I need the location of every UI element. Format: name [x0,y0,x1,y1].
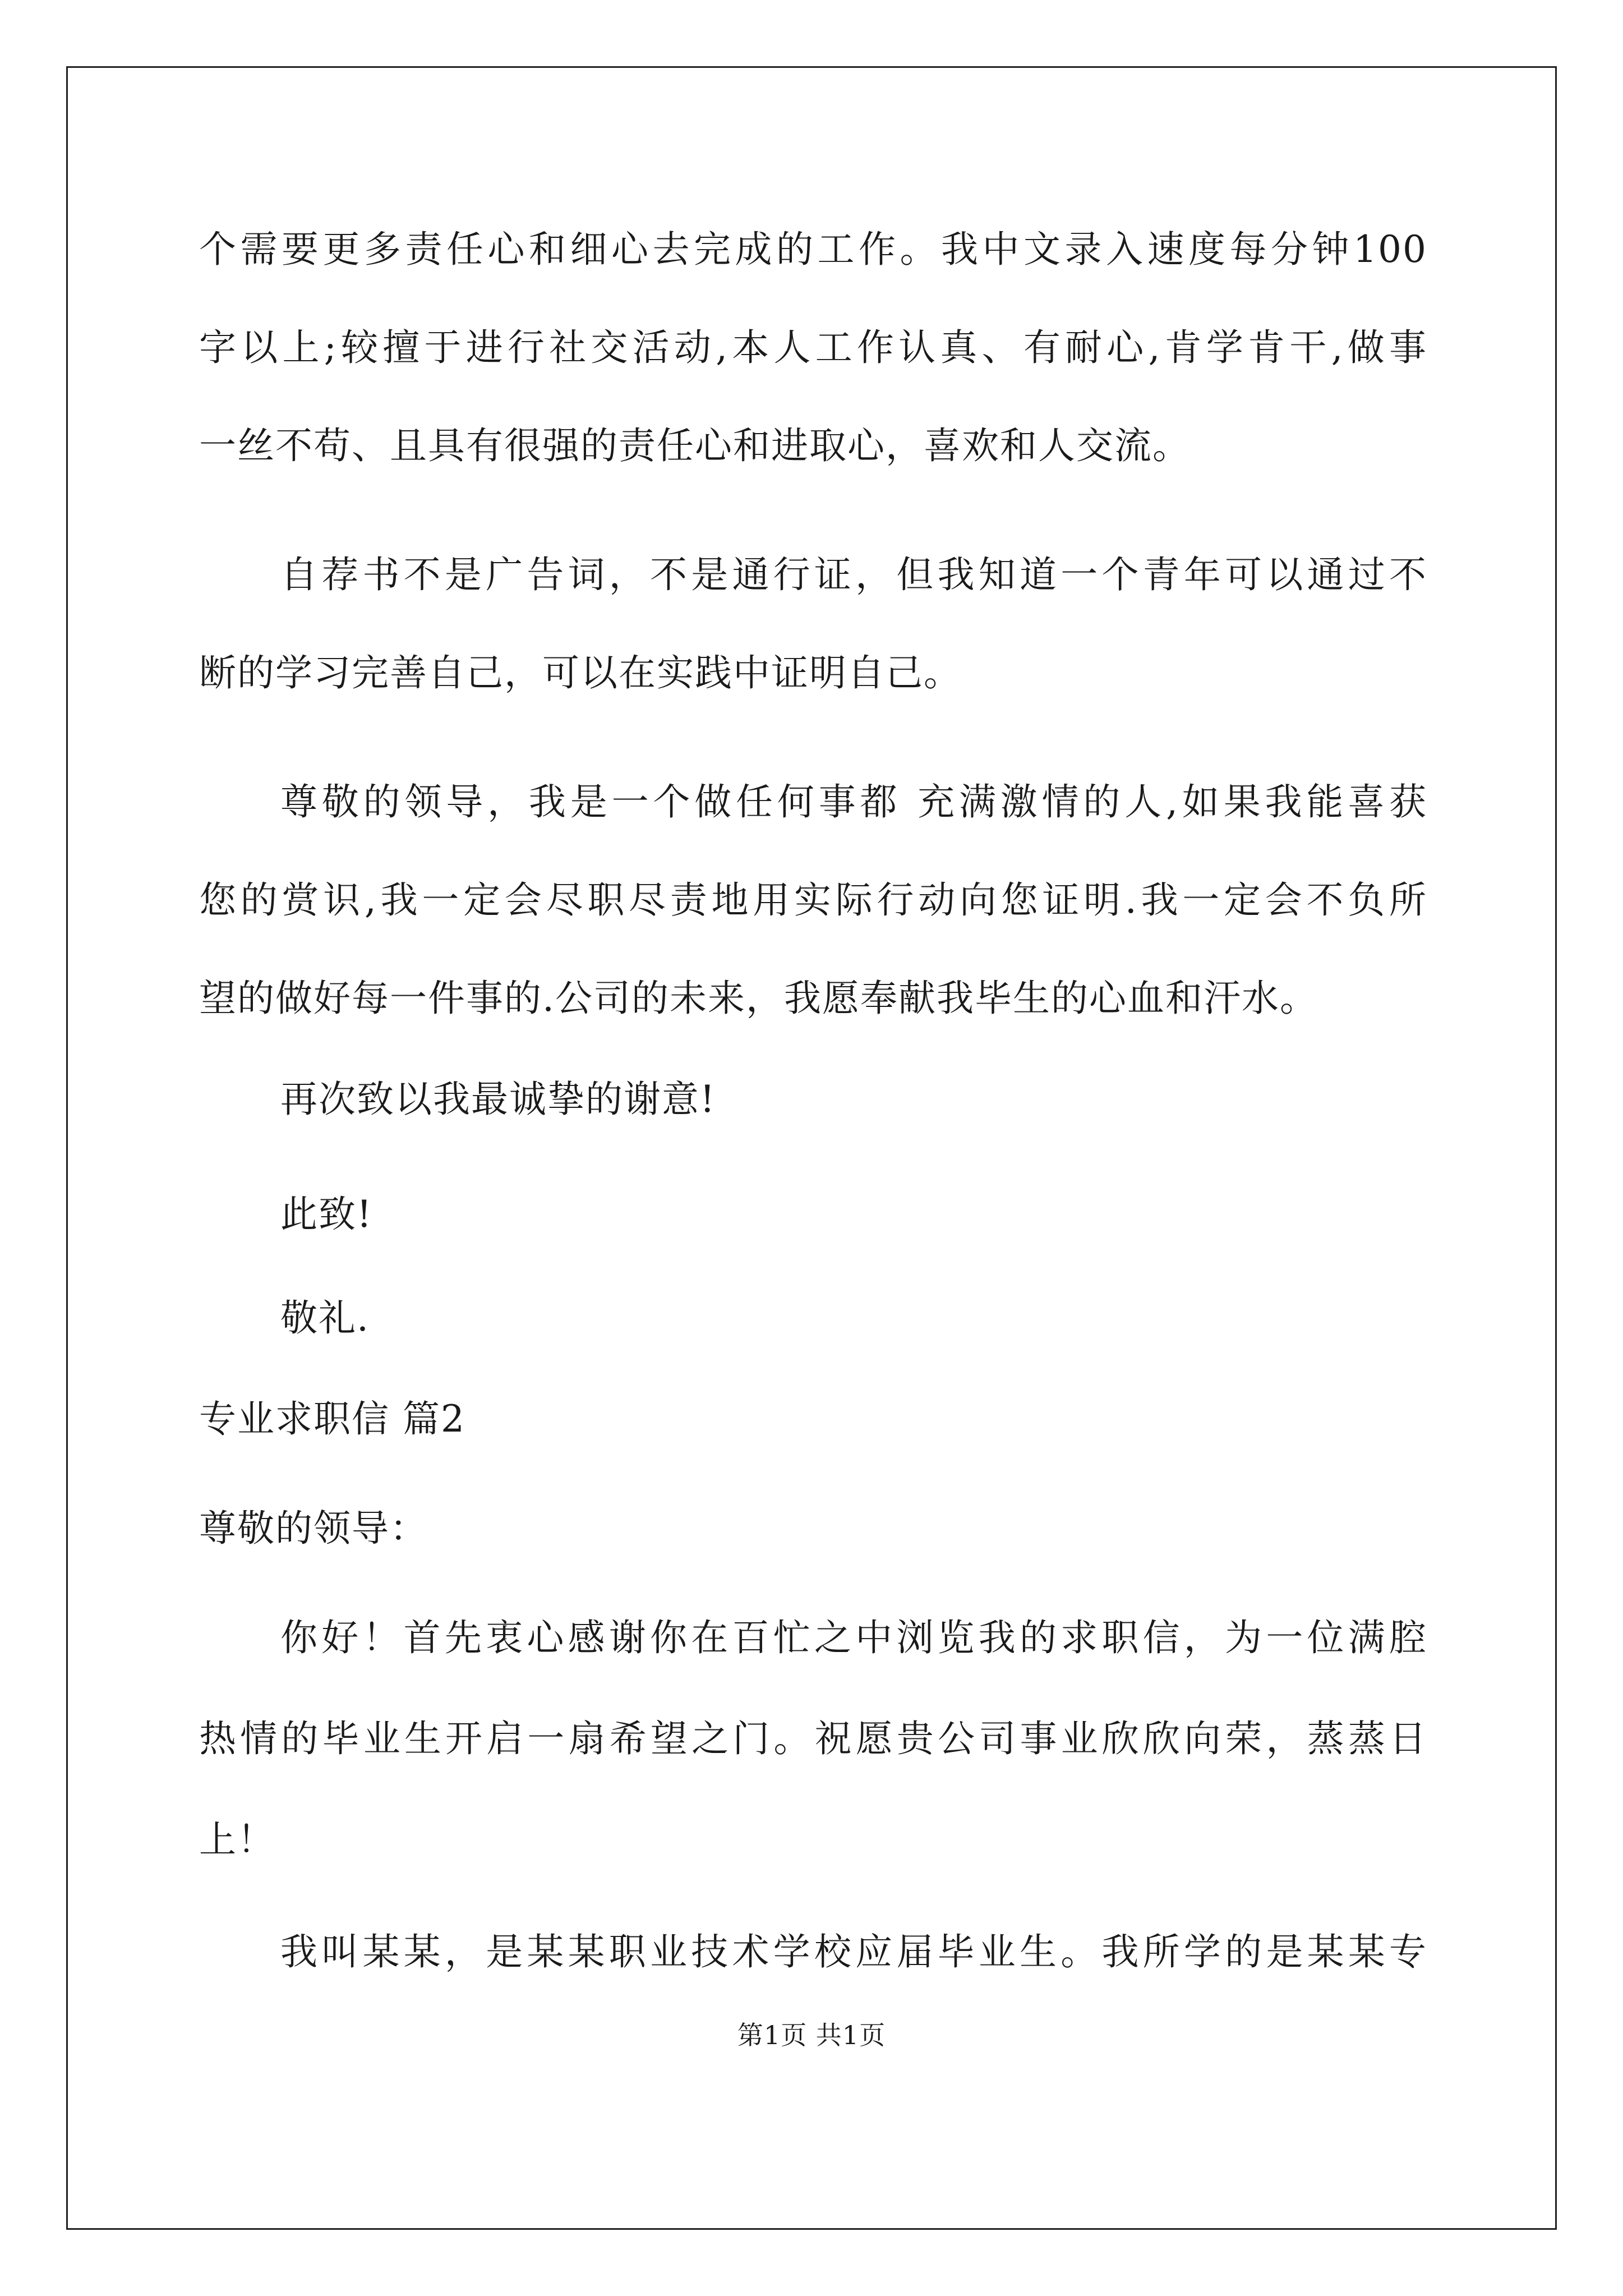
salutation: 尊敬的领导： [199,1507,428,1550]
text-line: 我叫某某，是某某职业技术学校应届毕业生。我所学的是某某专 [280,1930,1427,1973]
text-line: 个需要更多责任心和细心去完成的工作。我中文录入速度每分钟100 [199,228,1427,271]
text-line: 再次致以我最诚挚的谢意! [280,1078,716,1121]
text-line: 你好！首先衷心感谢你在百忙之中浏览我的求职信，为一位满腔 [280,1616,1427,1659]
text-line: 上！ [199,1818,275,1861]
text-line: 望的做好每一件事的.公司的未来，我愿奉献我毕生的心血和汗水。 [199,977,1318,1020]
closing-line: 此致! [280,1193,373,1236]
text-line: 自荐书不是广告词，不是通行证，但我知道一个青年可以通过不 [280,553,1427,596]
text-line: 热情的毕业生开启一扇希望之门。祝愿贵公司事业欣欣向荣，蒸蒸日 [199,1717,1427,1760]
text-line: 一丝不苟、且具有很强的责任心和进取心，喜欢和人交流。 [199,424,1191,467]
section-heading: 专业求职信 篇2 [199,1397,465,1441]
closing-line: 敬礼. [280,1296,370,1340]
text-line: 尊敬的领导，我是一个做任何事都 充满激情的人,如果我能喜获 [280,780,1427,823]
page-border [66,66,1557,2230]
text-line: 字以上;较擅于进行社交活动,本人工作认真、有耐心,肯学肯干,做事 [199,326,1427,369]
text-line: 断的学习完善自己，可以在实践中证明自己。 [199,651,962,694]
text-line: 您的赏识,我一定会尽职尽责地用实际行动向您证明.我一定会不负所 [199,878,1427,922]
page-number-footer: 第1页 共1页 [737,2020,886,2050]
